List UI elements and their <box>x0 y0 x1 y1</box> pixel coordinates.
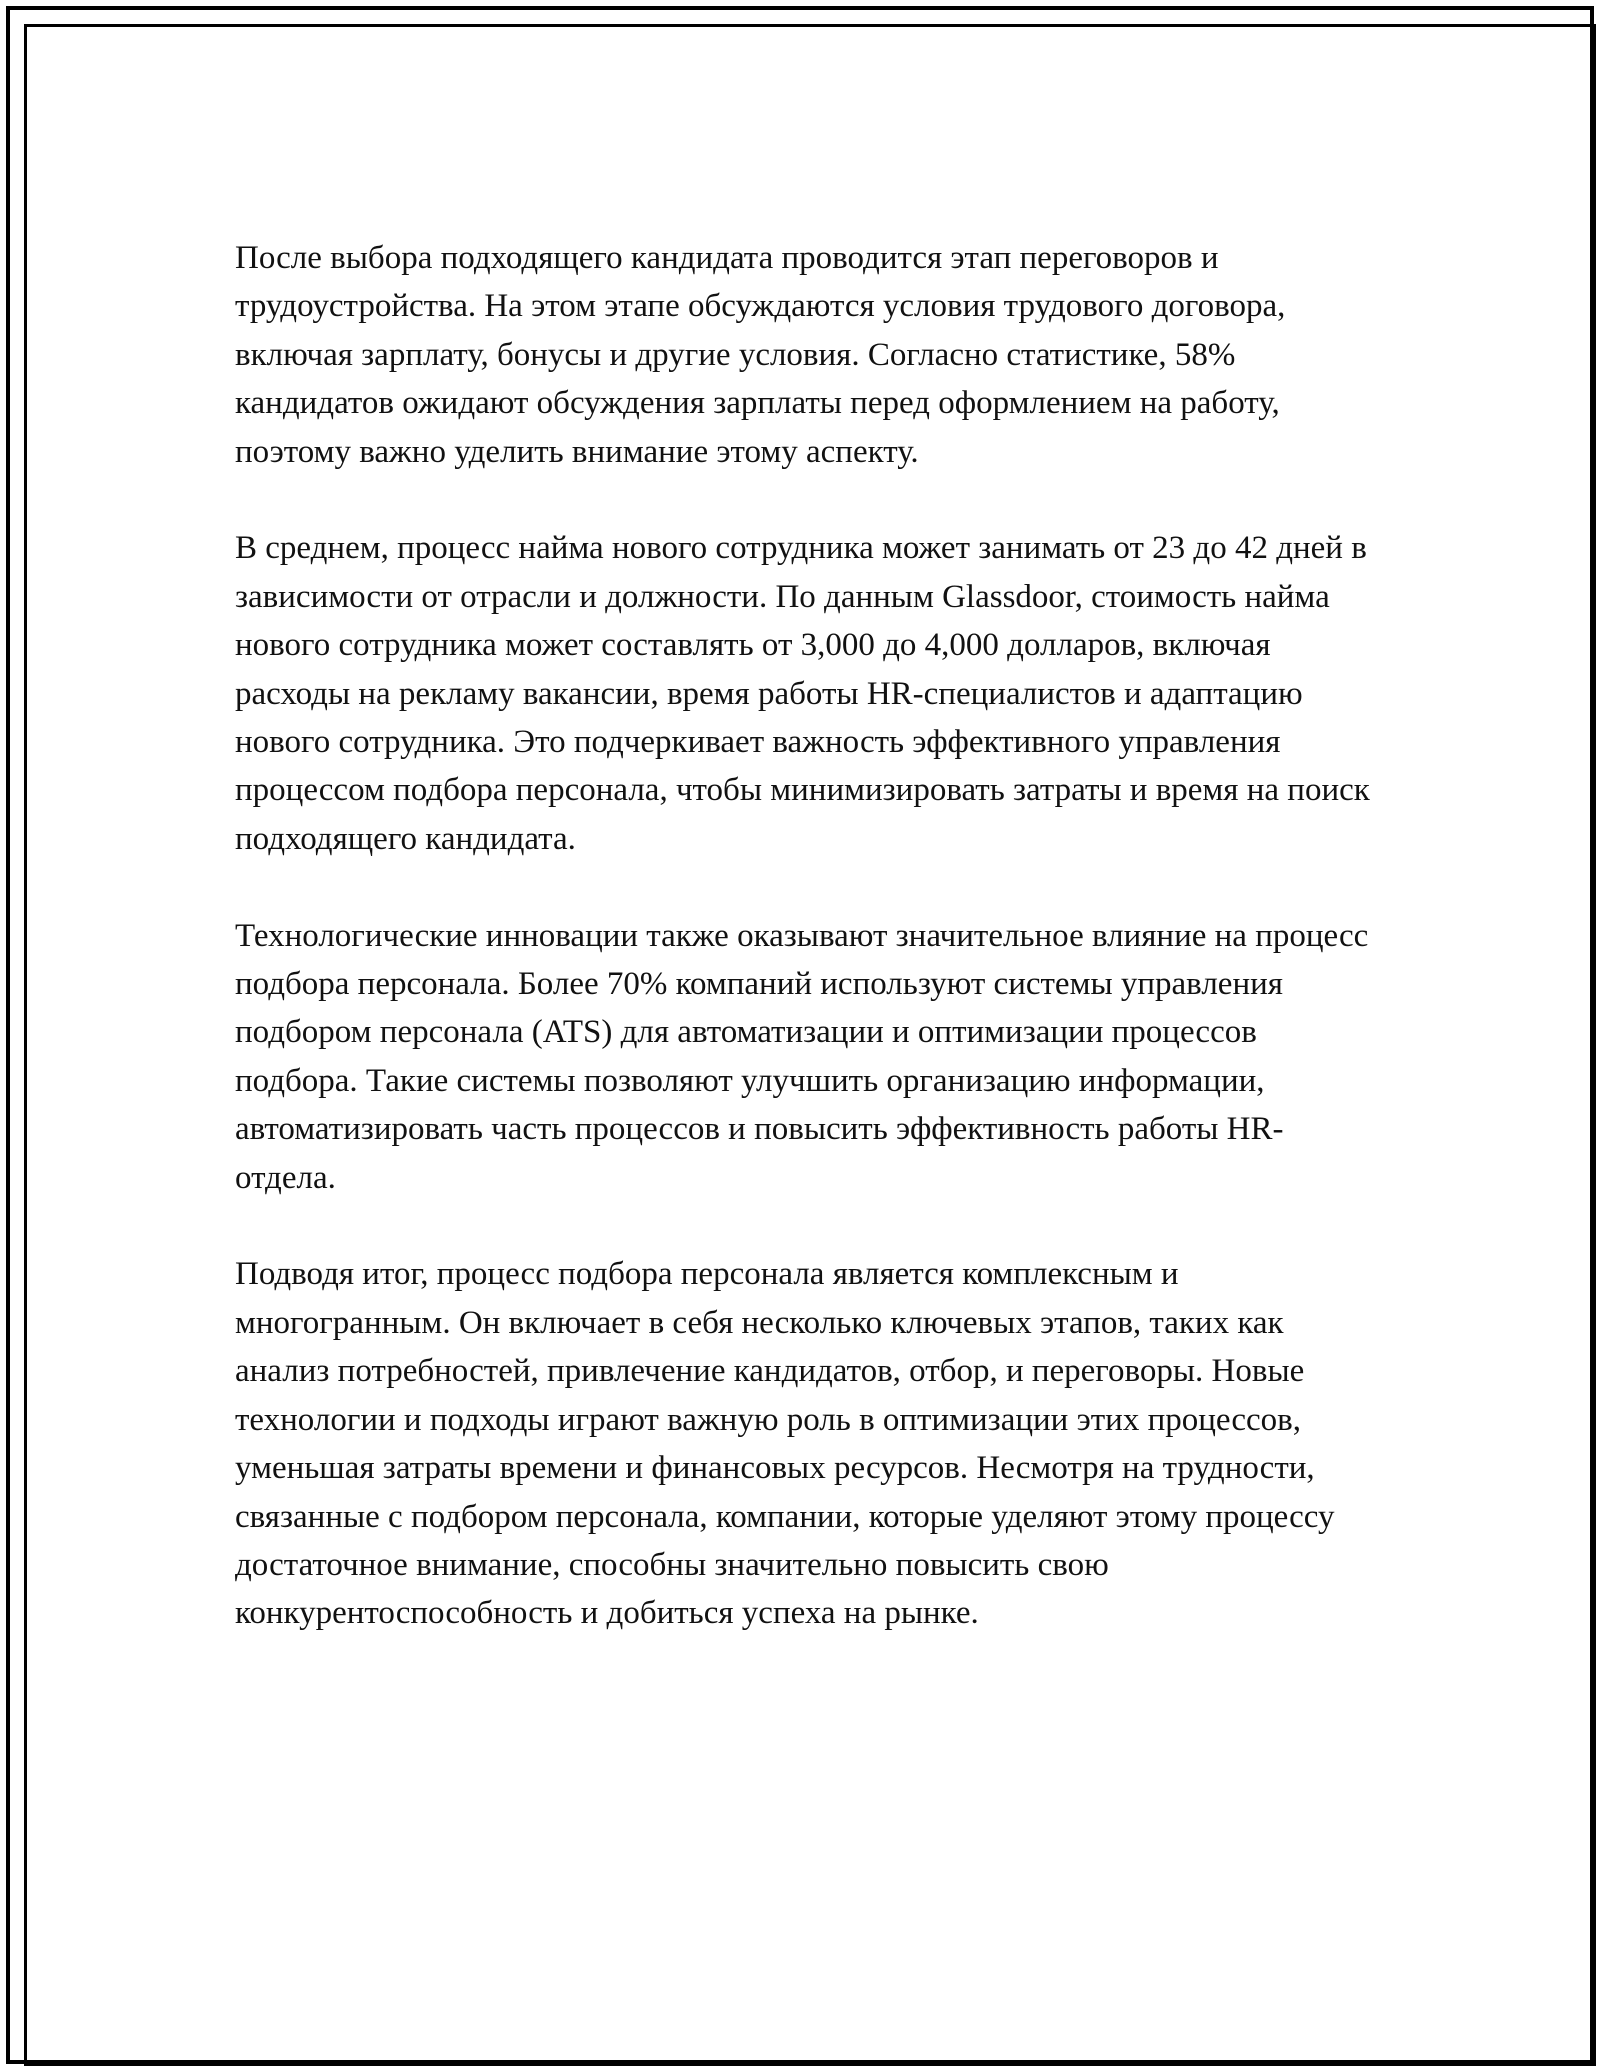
document-body <box>235 234 1375 1686</box>
paragraph-negotiation: После выбора подходящего кандидата проводится этап переговоров и трудоустройства. На этом этапе обсуждаются условия трудового договора, включая зарплату, бонусы и другие условия. Согласно статистике, 58% кандидатов ожидают обсуждения зарплаты перед оформлением на работу, поэтому важно уделить внимание этому аспекту. <box>235 240 1286 470</box>
paragraph-conclusion: Подводя итог, процесс подбора персонала является комплексным и многогранным. Он включает в себя несколько ключевых этапов, таких как анализ потребностей, привлечение кандидатов, отбор, и переговоры. Новые технологии и подходы играют важную роль в оптимизации этих процессов, уменьшая затраты времени и финансовых ресурсов. Несмотря на трудности, связанные с подбором персонала, компании, которые уделяют этому процессу достаточное внимание, способны значительно повысить свою конкурентоспособность и добиться успеха на рынке. <box>235 1256 1335 1632</box>
paragraph-technology: Технологические инновации также оказывают значительное влияние на процесс подбора персонала. Более 70% компаний используют системы управления подбором персонала (ATS) для автоматизации и оптимизации процессов подбора. Такие системы позволяют улучшить организацию информации, автоматизировать часть процессов и повысить эффективность работы HR-отдела. <box>235 917 1369 1196</box>
paragraph-hiring-time-cost: В среднем, процесс найма нового сотрудника может занимать от 23 до 42 дней в зависимости от отрасли и должности. По данным Glassdoor, стоимость найма нового сотрудника может составлять от 3,000 до 4,000 долларов, включая расходы на рекламу вакансии, время работы HR-специалистов и адаптацию нового сотрудника. Это подчеркивает важность эффективного управления процессом подбора персонала, чтобы минимизировать затраты и время на поиск подходящего кандидата. <box>235 530 1370 857</box>
